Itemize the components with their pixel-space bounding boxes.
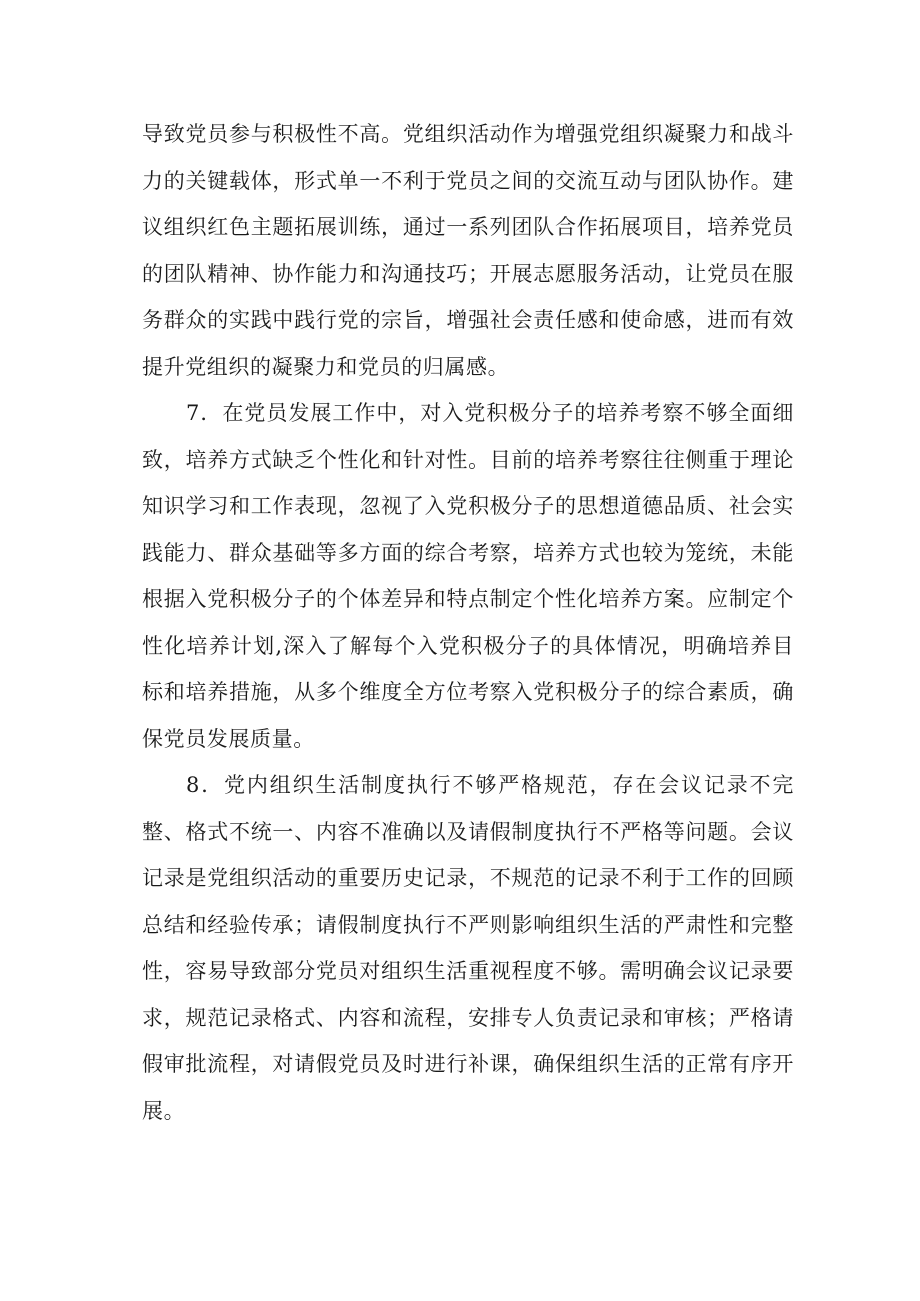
paragraph-continuation: 导致党员参与积极性不高。党组织活动作为增强党组织凝聚力和战斗力的关键载体，形式单一不利于党员之间的交流互动与团队协作。建议组织红色主题拓展训练，通过一系列团队合作拓展项目，培养党员的团队精神、协作能力和沟通技巧；开展志愿服务活动，让党员在服务群众的实践中践行党的宗旨，增强社会责任感和使命感，进而有效提升党组织的凝聚力和党员的归属感。 <box>142 122 794 379</box>
paragraph-item-8: 8．党内组织生活制度执行不够严格规范，存在会议记录不完整、格式不统一、内容不准确以及请假制度执行不严格等问题。会议记录是党组织活动的重要历史记录，不规范的记录不利于工作的回顾总结和经验传承；请假制度执行不严则影响组织生活的严肃性和完整性，容易导致部分党员对组织生活重视程度不够。需明确会议记录要求，规范记录格式、内容和流程，安排专人负责记录和审核；严格请假审批流程，对请假党员及时进行补课，确保组织生活的正常有序开展。 <box>142 773 794 1123</box>
paragraph-item-7: 7．在党员发展工作中，对入党积极分子的培养考察不够全面细致，培养方式缺乏个性化和针对性。目前的培养考察往往侧重于理论知识学习和工作表现，忽视了入党积极分子的思想道德品质、社会实践能力、群众基础等多方面的综合考察，培养方式也较为笼统，未能根据入党积极分子的个体差异和特点制定个性化培养方案。应制定个性化培养计划,深入了解每个入党积极分子的具体情况，明确培养目标和培养措施，从多个维度全方位考察入党积极分子的综合素质，确保党员发展质量。 <box>142 401 794 751</box>
document-body <box>142 111 794 1134</box>
